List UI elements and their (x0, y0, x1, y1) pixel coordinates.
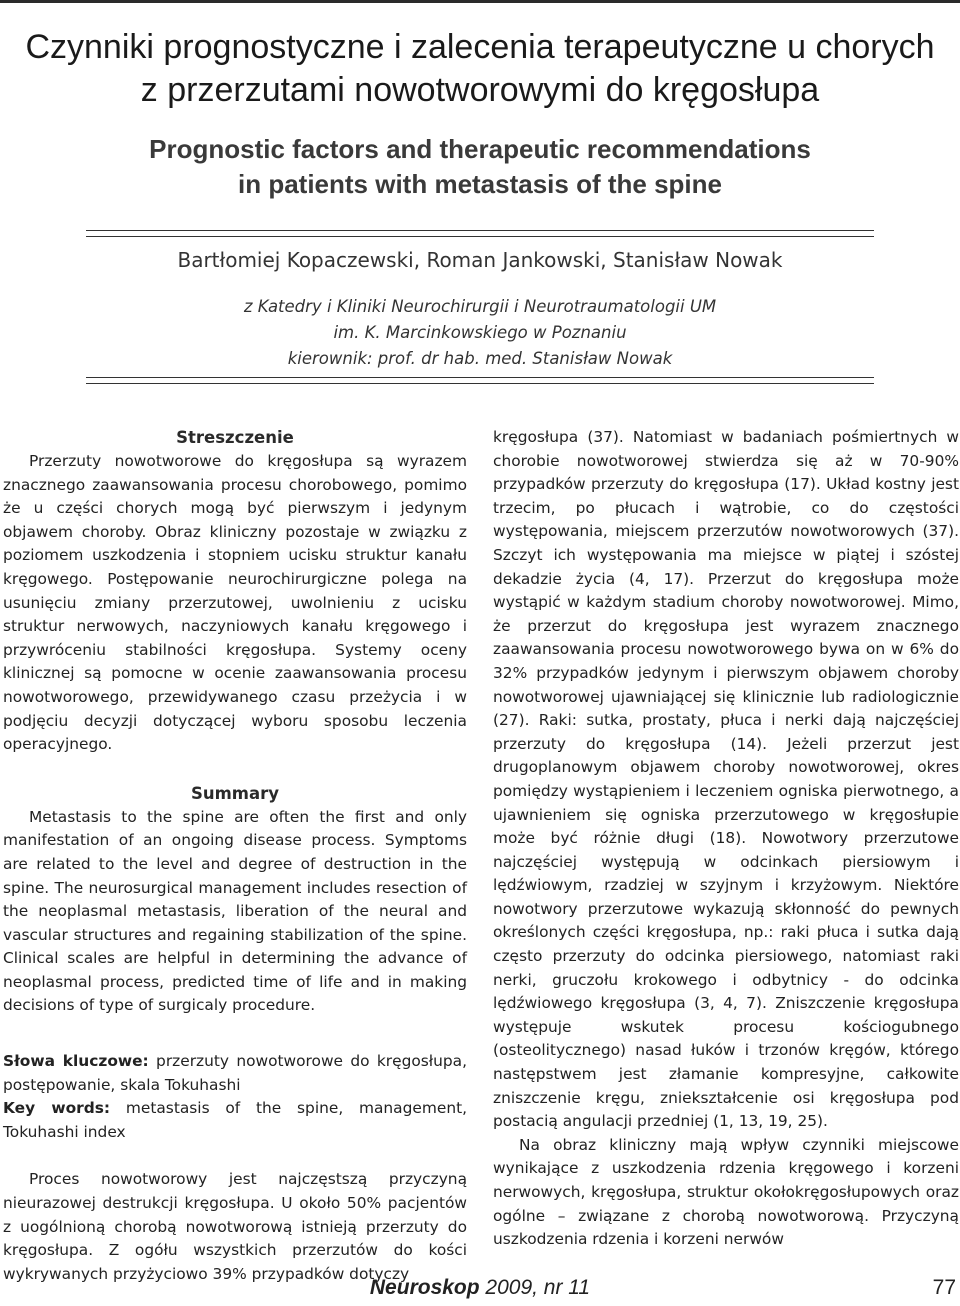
page-footer (0, 1276, 960, 1306)
summary-heading: Summary (190, 783, 280, 803)
affiliation-line-1: z Katedry i Kliniki Neurochirurgii i Neurotraumatologii UM (243, 297, 717, 316)
left-column (3, 426, 467, 1286)
title-en-line-1: Prognostic factors and therapeutic recommendations (149, 134, 811, 164)
divider-lower (86, 377, 874, 384)
article-title-polish (0, 26, 960, 112)
abstract-text: Przerzuty nowotworowe do kręgosłupa są wyrazem znacznego zaawansowania procesu chorobowego, pomimo że u części chorych mogą być pierwszym i jedynym objawem choroby. Obraz kliniczny pozostaje w związku z poziomem uszkodzenia i stopniem ucisku struktur kanału kręgowego. Postępowanie neurochirurgiczne polega na usunięciu zmiany przerzutowej, uwolnieniu z ucisku struktur nerwowych, naczyniowych kanału kręgowego i przywróceniu stabilności kręgosłupa. Systemy oceny klinicznej są pomocne w ocenie zaawansowania procesu nowotworowego, przewidywanego czasu przeżycia i w podjęciu decyzji dotyczącej wyboru sposobu leczenia operacyjnego. (3, 452, 467, 754)
keywords-english (3, 1097, 467, 1144)
authors: Bartłomiej Kopaczewski, Roman Jankowski, Stanisław Nowak (177, 248, 783, 272)
right-column (493, 426, 959, 1252)
keywords-polish (3, 1050, 467, 1097)
journal-citation (0, 1276, 960, 1300)
title-en-line-2: in patients with metastasis of the spine (238, 169, 722, 199)
keywords-english-text: metastasis of the spine, management, Tokuhashi index (3, 1099, 467, 1141)
keywords-polish-label: Słowa kluczowe: (3, 1052, 149, 1071)
body-paragraph-continued: kręgosłupa (37). Natomiast w badaniach pośmiertnych w chorobie nowotworowej stwierdza się aż w 70-90% przypadków przerzuty do kręgosłupa (17). Układ kostny jest trzecim, po płucach i wątrobie, co do częstości występowania, miejscem przerzutów nowotworowych (37). Szczyt ich występowania ma miejsce w piątej i szóstej dekadzie życia (4, 17). Przerzut do kręgosłupa może wystąpić w każdym stadium choroby nowotworowej. Mimo, że przerzut do kręgosłupa jest wyrazem znacznego zaawansowania procesu nowotworowego bywa on w 6% do 32% przypadków jedynym i pierwszym objawem choroby nowotworowej ujawniającej się klinicznie lub radiologicznie (27). Raki: sutka, prostaty, płuca i nerki dają najczęściej przerzuty do kręgosłupa (14). Jeżeli przerzut jest drugoplanowym objawem choroby nowotworowej, okres pomiędzy wystąpieniem i leczeniem ogniska pierwotnego, a ujawnieniem się ogniska przerzutowego w kręgosłupie może być różnie długi (18). Nowotwory przerzutowe najczęściej występują w odcinkach piersiowym i lędźwiowym, rzadziej w szyjnym i krzyżowym. Niektóre nowotwory przerzutowe wykazują skłonność do pewnych określonych części kręgosłupa, np.: raki płuca i sutka dają często przerzuty do odcinka piersiowego, natomiast raki nerki, gruczołu krokowego i odbytnicy - do odcinka lędźwiowego kręgosłupa (3, 4, 7). Zniszczenie kręgosłupa występuje wskutek procesu kościogubnego (osteolitycznego) nasad łuków i trzonów kręgów, którego następstwem jest złamanie kompresyjne, całkowite zniszczenie kręgu, zniekształcenie osi kręgosłupa pod postacią angulacji przedniej (1, 13, 19, 25). (493, 428, 959, 1131)
affiliation (0, 294, 960, 372)
keywords-english-label: Key words: (3, 1099, 111, 1118)
journal-issue: 2009, nr 11 (479, 1276, 591, 1299)
affiliation-line-3: kierownik: prof. dr hab. med. Stanisław Nowak (287, 349, 673, 368)
summary-text: Metastasis to the spine are often the first and only manifestation of an ongoing disease process. Symptoms are related to the level and degree of destruction in the spine. The neurosurgical management includes resection of the neoplasmal metastasis, liberation of the neural and vascular structures and regaining stabilization of the spine. Clinical scales are helpful in determining the advance of neoplasmal process, predicted time of life and in making decisions of type of surgicaly procedure. (3, 807, 467, 1015)
intro-paragraph: Proces nowotworowy jest najczęstszą przyczyną nieurazowej destrukcji kręgosłupa. U około 50% pacjentów z uogólnioną chorobą nowotworową istnieją przerzuty do kręgosłupa. Z ogółu wszystkich przerzutów do kości wykrywanych przyżyciowo 39% przypadków dotyczy (3, 1170, 467, 1283)
article-title-english (0, 132, 960, 202)
page-number: 77 (932, 1276, 956, 1299)
divider-upper (86, 230, 874, 237)
title-pl-line-2: z przerzutami nowotworowymi do kręgosłupa (140, 71, 820, 109)
title-pl-line-1: Czynniki prognostyczne i zalecenia terapeutyczne u chorych (25, 28, 935, 66)
journal-name: Neuroskop (369, 1276, 480, 1299)
body-paragraph-clinical: Na obraz kliniczny mają wpływ czynniki miejscowe wynikające z uszkodzenia rdzenia kręgowego i korzeni nerwowych, kręgosłupa, struktur okołokręgosłupowych oraz ogólne – związane z chorobą nowotworową. Przyczyną uszkodzenia rdzenia i korzeni nerwów (493, 1135, 959, 1249)
keywords-polish-text: przerzuty nowotworowe do kręgosłupa, postępowanie, skala Tokuhashi (3, 1052, 468, 1094)
top-rule (0, 0, 960, 3)
affiliation-line-2: im. K. Marcinkowskiego w Poznaniu (333, 323, 627, 342)
abstract-heading: Streszczenie (176, 428, 294, 447)
